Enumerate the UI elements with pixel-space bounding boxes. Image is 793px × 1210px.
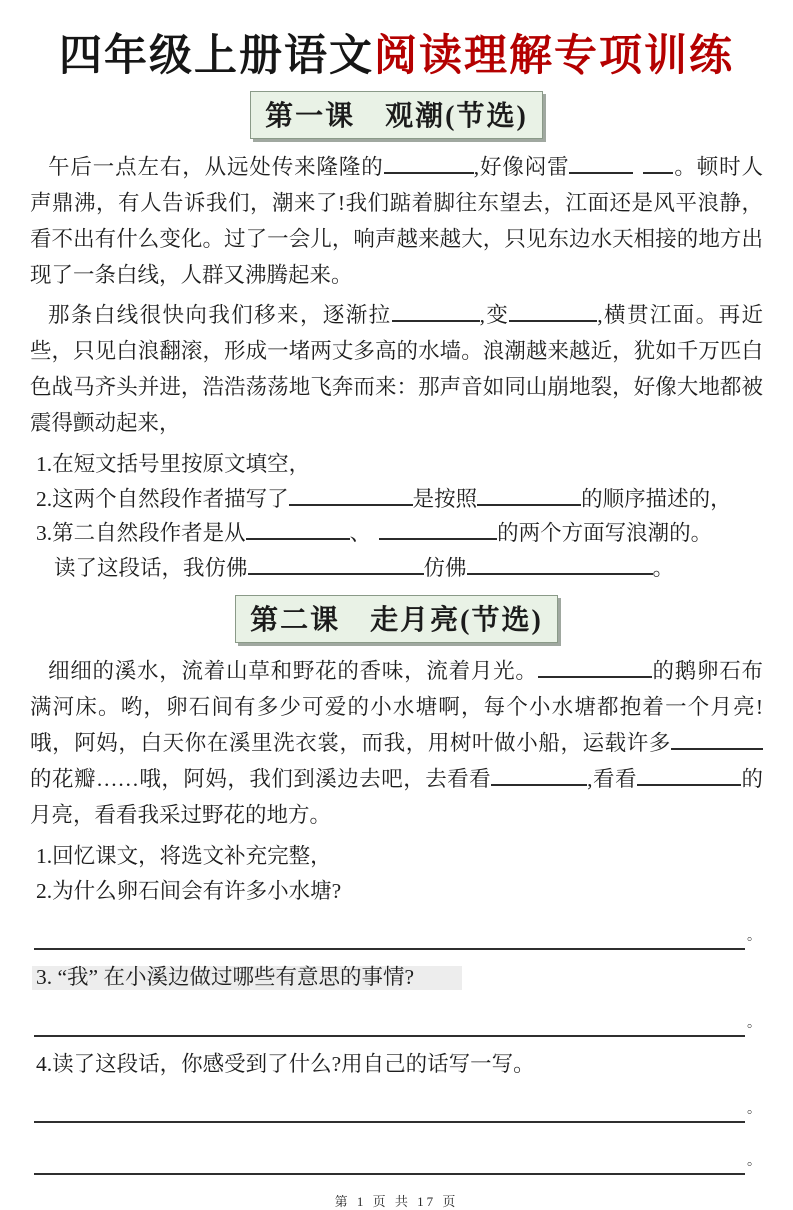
text-run: ,横贯江面。再近些，只见白浪翻滚，形成一堵两丈多高的水墙。浪潮越来越近，犹如千万匹白色战马齐头并进，浩浩荡荡地飞奔而来：那声音如同山崩地裂，好像大地都被震得颤动起来， bbox=[30, 303, 763, 435]
answer-line-period: 。 bbox=[747, 929, 761, 944]
fill-in-blank[interactable] bbox=[509, 305, 597, 322]
fill-in-blank[interactable] bbox=[379, 523, 497, 540]
answer-line-q4-1[interactable] bbox=[34, 1103, 761, 1125]
lesson-1-title: 第一课 观潮(节选) bbox=[250, 91, 543, 139]
lesson-2-question-4 bbox=[30, 1047, 763, 1082]
text-run: 3.第二自然段作者是从 bbox=[36, 521, 246, 545]
text-run: ,变 bbox=[479, 303, 510, 327]
text-run: 的花瓣……哦，阿妈，我们到溪边去吧，去看看 bbox=[30, 767, 492, 791]
lesson-1-questions bbox=[30, 447, 763, 585]
lesson-2-question-2 bbox=[30, 874, 763, 909]
lesson-1-question-2 bbox=[30, 482, 763, 517]
fill-in-blank[interactable] bbox=[643, 157, 673, 174]
fill-in-blank[interactable] bbox=[384, 157, 474, 174]
fill-in-blank[interactable] bbox=[491, 769, 587, 786]
text-run: ,好像闷雷 bbox=[473, 155, 570, 179]
answer-line-q3[interactable] bbox=[34, 1017, 761, 1039]
text-run: 的两个方面写浪潮的。 bbox=[497, 521, 713, 545]
lesson-2-question-3 bbox=[30, 960, 763, 995]
lesson-1-header bbox=[30, 91, 763, 139]
text-run: 1.回忆课文，将选文补充完整， bbox=[36, 844, 332, 868]
text-run: 是按照 bbox=[412, 486, 478, 511]
text-run: 4.读了这段话，你感受到了什么?用自己的话写一写。 bbox=[36, 1051, 535, 1076]
lesson-1-question-1 bbox=[30, 447, 763, 482]
text-run: 细细的溪水，流着山草和野花的香味，流着月光。 bbox=[48, 659, 538, 683]
text-run: 的月亮，看看我采过野花的地方。 bbox=[30, 767, 763, 827]
text-run: 3. “我” 在小溪边做过哪些有意思的事情? bbox=[36, 965, 415, 989]
answer-line-q4-2[interactable] bbox=[34, 1155, 761, 1177]
text-run: 1.在短文括号里按原文填空， bbox=[36, 452, 311, 476]
lesson-2-paragraph-1 bbox=[30, 653, 763, 833]
lesson-2-questions bbox=[30, 839, 763, 1177]
lesson-1-paragraph-2 bbox=[30, 297, 763, 441]
fill-in-blank[interactable] bbox=[637, 769, 741, 786]
fill-in-blank[interactable] bbox=[392, 305, 480, 322]
title-grade-part: 四年级上册语文 bbox=[59, 33, 374, 80]
blank-gap bbox=[633, 173, 643, 174]
answer-blank-line[interactable] bbox=[34, 1121, 745, 1123]
fill-in-blank[interactable] bbox=[477, 489, 581, 506]
text-run: ,看看 bbox=[587, 767, 637, 791]
lesson-2-title: 第二课 走月亮(节选) bbox=[235, 595, 558, 643]
fill-in-blank[interactable] bbox=[246, 523, 350, 540]
text-run: 。 bbox=[652, 555, 675, 580]
text-run: 那条白线很快向我们移来，逐渐拉 bbox=[48, 303, 392, 327]
text-run: 2.这两个自然段作者描写了 bbox=[36, 486, 289, 511]
lesson-2-header bbox=[30, 595, 763, 643]
text-run: 的顺序描述的， bbox=[581, 486, 732, 511]
fill-in-blank[interactable] bbox=[248, 558, 424, 575]
answer-blank-line[interactable] bbox=[34, 1173, 745, 1175]
text-run: 午后一点左右，从远处传来隆隆的 bbox=[48, 155, 384, 179]
blank-gap bbox=[371, 539, 379, 540]
text-run: 仿佛 bbox=[423, 555, 467, 580]
text-run: 的鹅卵石布满河床。哟，卵石间有多少可爱的小水塘啊，每个小水塘都抱着一个月亮!哦，阿妈，白天你在溪里洗衣裳，而我，用树叶做小船，运载许多 bbox=[30, 659, 763, 755]
page-number-footer: 第 1 页 共 17 页 bbox=[334, 1194, 459, 1209]
answer-line-q2[interactable] bbox=[34, 930, 761, 952]
answer-blank-line[interactable] bbox=[34, 948, 745, 950]
lesson-1-question-3 bbox=[30, 516, 763, 551]
fill-in-blank[interactable] bbox=[538, 661, 652, 678]
answer-line-period: 。 bbox=[747, 1154, 761, 1169]
answer-line-period: 。 bbox=[747, 1102, 761, 1117]
fill-in-blank[interactable] bbox=[671, 733, 763, 750]
title-topic-part: 阅读理解专项训练 bbox=[374, 33, 734, 80]
lesson-2-question-1 bbox=[30, 839, 763, 874]
lesson-1-question-4 bbox=[30, 551, 763, 586]
fill-in-blank[interactable] bbox=[467, 558, 653, 575]
answer-line-period: 。 bbox=[747, 1015, 761, 1031]
text-run: 、 bbox=[349, 521, 372, 545]
answer-blank-line[interactable] bbox=[34, 1035, 745, 1037]
page-title bbox=[30, 22, 763, 83]
text-run: 2.为什么卵石间会有许多小水塘? bbox=[36, 878, 342, 903]
text-run: 读了这段话，我仿佛 bbox=[54, 555, 248, 580]
text-run: 。顿时人声鼎沸，有人告诉我们，潮来了!我们踮着脚往东望去，江面还是风平浪静，看不出有什么变化。过了一会儿，响声越来越大，只见东边水天相接的地方出现了一条白线，人群又沸腾起来。 bbox=[30, 155, 763, 287]
lesson-1-paragraph-1 bbox=[30, 149, 763, 293]
fill-in-blank[interactable] bbox=[289, 489, 413, 506]
fill-in-blank[interactable] bbox=[569, 157, 633, 174]
